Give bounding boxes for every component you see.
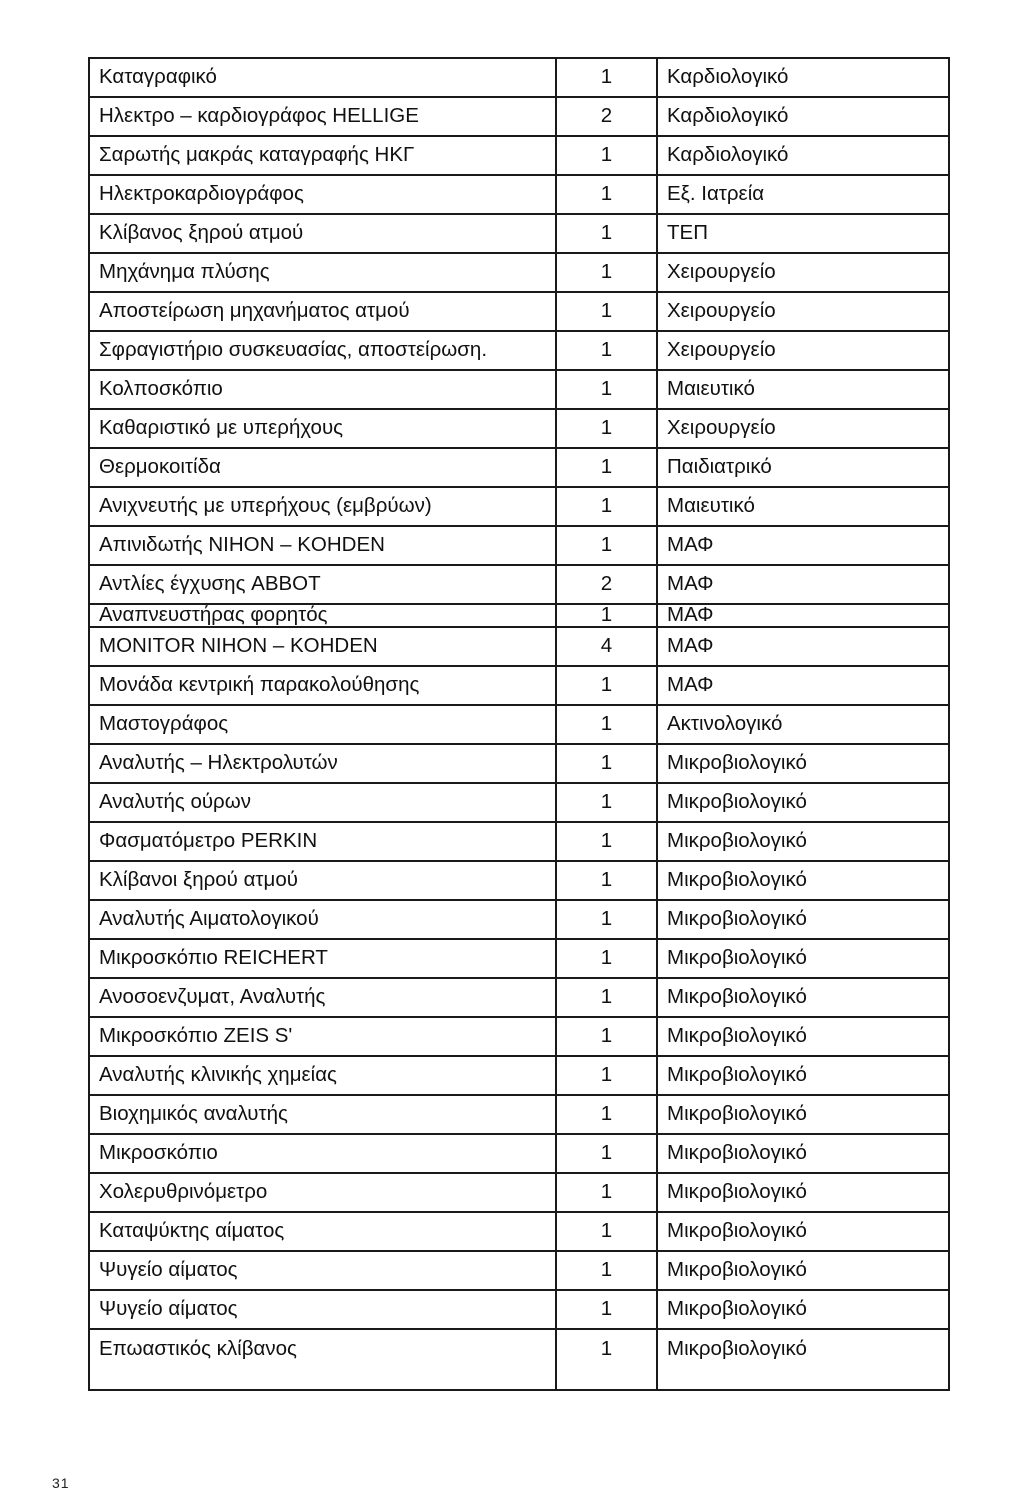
- table-row: [89, 97, 949, 136]
- quantity-cell: 2: [556, 565, 657, 604]
- table-row: [89, 705, 949, 744]
- equipment-name-cell: Ψυγείο αίματος: [89, 1290, 556, 1329]
- table-row: [89, 1017, 949, 1056]
- table-row: [89, 1173, 949, 1212]
- table-row: [89, 175, 949, 214]
- table-row: [89, 900, 949, 939]
- table-row: [89, 604, 949, 627]
- table-row: [89, 487, 949, 526]
- equipment-name-cell: Ηλεκτρο – καρδιογράφος HELLIGE: [89, 97, 556, 136]
- equipment-name-cell: Σφραγιστήριο συσκευασίας, αποστείρωση.: [89, 331, 556, 370]
- quantity-cell: 1: [556, 1212, 657, 1251]
- table-row: [89, 783, 949, 822]
- equipment-name-cell: Κλίβανος ξηρού ατμού: [89, 214, 556, 253]
- department-cell: Χειρουργείο: [657, 409, 949, 448]
- equipment-name-cell: Μονάδα κεντρική παρακολούθησης: [89, 666, 556, 705]
- department-cell: Μικροβιολογικό: [657, 783, 949, 822]
- department-cell: Καρδιολογικό: [657, 58, 949, 97]
- quantity-cell: 1: [556, 705, 657, 744]
- quantity-cell: 1: [556, 1329, 657, 1390]
- quantity-cell: 1: [556, 1095, 657, 1134]
- equipment-name-cell: Καθαριστικό με υπερήχους: [89, 409, 556, 448]
- department-cell: Μικροβιολογικό: [657, 1290, 949, 1329]
- table-row: [89, 939, 949, 978]
- department-cell: Μικροβιολογικό: [657, 900, 949, 939]
- department-cell: Παιδιατρικό: [657, 448, 949, 487]
- equipment-name-cell: Ανιχνευτής με υπερήχους (εμβρύων): [89, 487, 556, 526]
- equipment-name-cell: Επωαστικός κλίβανος: [89, 1329, 556, 1390]
- department-cell: ΜΑΦ: [657, 565, 949, 604]
- department-cell: Καρδιολογικό: [657, 97, 949, 136]
- equipment-name-cell: Χολερυθρινόμετρο: [89, 1173, 556, 1212]
- quantity-cell: 1: [556, 331, 657, 370]
- department-cell: Μαιευτικό: [657, 370, 949, 409]
- department-cell: Μικροβιολογικό: [657, 1134, 949, 1173]
- equipment-name-cell: Μαστογράφος: [89, 705, 556, 744]
- equipment-name-cell: Βιοχημικός αναλυτής: [89, 1095, 556, 1134]
- table-row: [89, 370, 949, 409]
- equipment-name-cell: Ηλεκτροκαρδιογράφος: [89, 175, 556, 214]
- table-row: [89, 331, 949, 370]
- department-cell: Μικροβιολογικό: [657, 1095, 949, 1134]
- quantity-cell: 1: [556, 370, 657, 409]
- table-row: [89, 1212, 949, 1251]
- department-cell: Μικροβιολογικό: [657, 1017, 949, 1056]
- equipment-name-cell: Αντλίες έγχυσης ABBOT: [89, 565, 556, 604]
- department-cell: ΜΑΦ: [657, 627, 949, 666]
- equipment-name-cell: Καταγραφικό: [89, 58, 556, 97]
- equipment-name-cell: Αναλυτής ούρων: [89, 783, 556, 822]
- table-row: [89, 136, 949, 175]
- department-cell: ΜΑΦ: [657, 666, 949, 705]
- table-row: [89, 744, 949, 783]
- table-row: [89, 409, 949, 448]
- department-cell: Μικροβιολογικό: [657, 861, 949, 900]
- table-row: [89, 861, 949, 900]
- quantity-cell: 1: [556, 978, 657, 1017]
- equipment-name-cell: MONITOR NIHON – KOHDEN: [89, 627, 556, 666]
- department-cell: Καρδιολογικό: [657, 136, 949, 175]
- table-row: [89, 214, 949, 253]
- equipment-name-cell: Αποστείρωση μηχανήματος ατμού: [89, 292, 556, 331]
- equipment-name-cell: Αναλυτής – Ηλεκτρολυτών: [89, 744, 556, 783]
- page-number: 31: [52, 1475, 70, 1491]
- equipment-name-cell: Απινιδωτής NIHON – KOHDEN: [89, 526, 556, 565]
- department-cell: Μαιευτικό: [657, 487, 949, 526]
- table-row: [89, 1329, 949, 1390]
- department-cell: Μικροβιολογικό: [657, 939, 949, 978]
- table-row: [89, 822, 949, 861]
- quantity-cell: 1: [556, 292, 657, 331]
- quantity-cell: 1: [556, 253, 657, 292]
- table-row: [89, 448, 949, 487]
- equipment-name-cell: Κολποσκόπιο: [89, 370, 556, 409]
- quantity-cell: 2: [556, 97, 657, 136]
- table-row: [89, 253, 949, 292]
- table-row: [89, 627, 949, 666]
- quantity-cell: 1: [556, 448, 657, 487]
- equipment-name-cell: Θερμοκοιτίδα: [89, 448, 556, 487]
- equipment-name-cell: Σαρωτής μακράς καταγραφής ΗΚΓ: [89, 136, 556, 175]
- quantity-cell: 1: [556, 744, 657, 783]
- quantity-cell: 1: [556, 939, 657, 978]
- equipment-name-cell: Μικροσκόπιο REICHERT: [89, 939, 556, 978]
- equipment-name-cell: Αναλυτής κλινικής χημείας: [89, 1056, 556, 1095]
- quantity-cell: 1: [556, 526, 657, 565]
- quantity-cell: 1: [556, 783, 657, 822]
- table-row: [89, 1056, 949, 1095]
- equipment-name-cell: Μικροσκόπιο: [89, 1134, 556, 1173]
- table-row: [89, 526, 949, 565]
- table-row: [89, 1134, 949, 1173]
- department-cell: Μικροβιολογικό: [657, 1173, 949, 1212]
- department-cell: Χειρουργείο: [657, 331, 949, 370]
- quantity-cell: 1: [556, 214, 657, 253]
- department-cell: Μικροβιολογικό: [657, 1251, 949, 1290]
- department-cell: Εξ. Ιατρεία: [657, 175, 949, 214]
- department-cell: Μικροβιολογικό: [657, 822, 949, 861]
- table-row: [89, 1290, 949, 1329]
- quantity-cell: 1: [556, 822, 657, 861]
- department-cell: Μικροβιολογικό: [657, 1329, 949, 1390]
- department-cell: Μικροβιολογικό: [657, 978, 949, 1017]
- equipment-name-cell: Αναλυτής Αιματολογικού: [89, 900, 556, 939]
- department-cell: Χειρουργείο: [657, 253, 949, 292]
- table-row: [89, 1095, 949, 1134]
- quantity-cell: 1: [556, 900, 657, 939]
- equipment-name-cell: Ανοσοενζυματ, Αναλυτής: [89, 978, 556, 1017]
- department-cell: ΤΕΠ: [657, 214, 949, 253]
- equipment-name-cell: Αναπνευστήρας φορητός: [89, 604, 556, 627]
- equipment-name-cell: Ψυγείο αίματος: [89, 1251, 556, 1290]
- quantity-cell: 1: [556, 1290, 657, 1329]
- quantity-cell: 1: [556, 1017, 657, 1056]
- quantity-cell: 1: [556, 175, 657, 214]
- quantity-cell: 1: [556, 1173, 657, 1212]
- quantity-cell: 1: [556, 861, 657, 900]
- table-row: [89, 1251, 949, 1290]
- equipment-table: [88, 57, 950, 1391]
- department-cell: ΜΑΦ: [657, 526, 949, 565]
- quantity-cell: 1: [556, 487, 657, 526]
- equipment-name-cell: Μηχάνημα πλύσης: [89, 253, 556, 292]
- equipment-table-body: [89, 58, 949, 1390]
- quantity-cell: 1: [556, 666, 657, 705]
- quantity-cell: 1: [556, 1056, 657, 1095]
- quantity-cell: 1: [556, 604, 657, 627]
- department-cell: Ακτινολογικό: [657, 705, 949, 744]
- table-row: [89, 565, 949, 604]
- quantity-cell: 4: [556, 627, 657, 666]
- quantity-cell: 1: [556, 1251, 657, 1290]
- table-row: [89, 58, 949, 97]
- quantity-cell: 1: [556, 409, 657, 448]
- equipment-name-cell: Καταψύκτης αίματος: [89, 1212, 556, 1251]
- quantity-cell: 1: [556, 1134, 657, 1173]
- equipment-name-cell: Κλίβανοι ξηρού ατμού: [89, 861, 556, 900]
- department-cell: Μικροβιολογικό: [657, 1056, 949, 1095]
- department-cell: Μικροβιολογικό: [657, 1212, 949, 1251]
- equipment-name-cell: Μικροσκόπιο ZEIS S': [89, 1017, 556, 1056]
- table-row: [89, 292, 949, 331]
- equipment-name-cell: Φασματόμετρο PERKIN: [89, 822, 556, 861]
- department-cell: ΜΑΦ: [657, 604, 949, 627]
- quantity-cell: 1: [556, 58, 657, 97]
- department-cell: Μικροβιολογικό: [657, 744, 949, 783]
- department-cell: Χειρουργείο: [657, 292, 949, 331]
- table-row: [89, 666, 949, 705]
- quantity-cell: 1: [556, 136, 657, 175]
- table-row: [89, 978, 949, 1017]
